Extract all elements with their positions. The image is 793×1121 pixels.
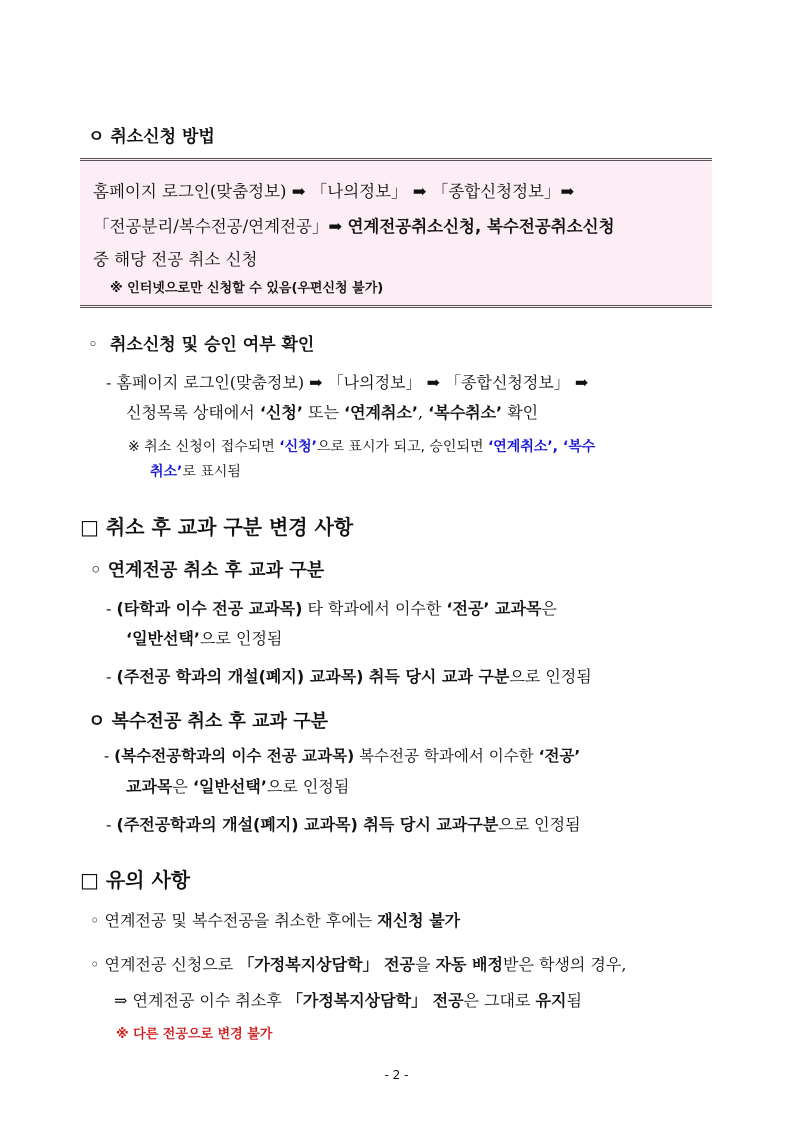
confirm-line-2 [126,400,538,423]
caution-note: ※ 다른 전공으로 변경 불가 [116,1027,273,1042]
linked-line-1-d: ‘전공’ 교과목 [446,599,542,618]
box-note: ※ 인터넷으로만 신청할 수 있음(우편신청 불가) [110,281,384,296]
confirm-line-1: - 홈페이지 로그인(맞춤정보) ➡ 「나의정보」 ➡ 「종합신청정보」 ➡ [106,373,589,392]
linked-line-1-b: (타학과 이수 전공 교과목) [116,599,303,618]
double-line-1-c: 복수전공 학과에서 이수한 [354,747,539,765]
caution-line-3-c: 은 그대로 [463,991,536,1010]
confirm-line-2-d: ‘연계취소’ [344,403,418,422]
confirm-line-2-b: ‘신청’ [259,403,303,422]
caution-line-3-a: ⇒ 연계전공 이수 취소후 [114,991,287,1010]
confirm-note-1-d: ‘연계취소’, ‘복수 [487,439,596,455]
caution-bullet-2-d: 자동 배정 [435,955,503,974]
double-line-3-b: (주전공학과의 개설(폐지) 교과목) 취득 당시 교과구분 [116,815,499,834]
caution-line-3-e: 됨 [566,991,582,1010]
caution-bullet-1 [90,908,460,931]
double-line-1-a: - [104,747,115,765]
confirm-title: 취소신청 및 승인 여부 확인 [110,335,315,355]
bullet: ◦ [88,335,99,355]
linked-line-2-b: 으로 인정됨 [199,629,283,648]
confirm-line-2-c: 또는 [302,403,344,422]
linked-line-2-a: ‘일반선택’ [126,629,200,648]
confirm-note-1-c: 으로 표시가 되고, 승인되면 [316,439,488,455]
double-line-3-a: - [106,815,117,834]
linked-line-1-c: 타 학과에서 이수한 [302,599,447,618]
double-line-2-d: 으로 인정됨 [266,777,350,796]
confirm-line-2-f: ‘복수취소’ [428,403,503,422]
page-number: - 2 - [384,1068,409,1082]
box-line-2-b: 연계전공취소신청, 복수전공취소신청 [347,217,615,236]
double-line-1 [104,744,580,766]
linked-line-3-b: (주전공 학과의 개설(폐지) 교과목) 취득 당시 교과 구분 [116,667,510,686]
double-line-1-b: (복수전공학과의 이수 전공 교과목) [114,747,355,765]
section-heading-change: □ 취소 후 교과 구분 변경 사항 [80,515,354,539]
caution-line-3 [114,988,582,1011]
confirm-note-1-b: ‘신청’ [279,439,317,455]
section-heading-caution: □ 유의 사항 [80,868,191,892]
caution-line-3-d: 유지 [535,991,567,1010]
section-title-confirm [88,330,314,355]
section-title-cancel-method: ㅇ 취소신청 방법 [88,127,215,147]
double-line-2-a: 교과목 [126,777,173,796]
box-line-3: 중 해당 전공 취소 신청 [93,250,258,269]
linked-line-3-a: - [106,667,117,686]
caution-bullet-2-c: 을 [415,955,436,974]
box-line-1: 홈페이지 로그인(맞춤정보) ➡ 「나의정보」 ➡ 「종합신청정보」➡ [93,182,575,201]
confirm-line-2-a: 신청목록 상태에서 [126,403,260,422]
double-line-3-c: 으로 인정됨 [498,815,581,834]
box-line-2 [93,213,615,237]
caution-bullet-1-a: ◦ 연계전공 및 복수전공을 취소한 후에는 [90,911,378,930]
linked-line-3 [106,664,592,687]
confirm-note-2 [150,461,241,481]
linked-line-3-c: 으로 인정됨 [509,667,592,686]
double-line-2-c: ‘일반선택’ [192,777,267,796]
caution-bullet-2-b: 「가정복지상담학」 전공 [238,955,416,974]
confirm-line-2-e: , [417,403,429,422]
confirm-note-2-a: 취소’ [150,464,183,480]
caution-line-3-b: 「가정복지상담학」 전공 [286,991,464,1010]
linked-line-1-e: 은 [541,599,557,618]
confirm-note-1 [128,436,595,456]
double-line-2-b: 은 [172,777,193,796]
linked-line-2 [126,626,282,649]
double-major-title: ㅇ 복수전공 취소 후 교과 구분 [88,711,328,732]
caution-bullet-1-b: 재신청 불가 [377,911,461,930]
linked-line-1 [106,596,557,619]
linked-line-1-a: - [106,599,117,618]
confirm-note-1-a: ※ 취소 신청이 접수되면 [128,439,280,455]
box-line-2-a: 「전공분리/복수전공/연계전공」➡ [93,217,348,236]
linked-major-title: ◦ 연계전공 취소 후 교과 구분 [90,560,325,581]
caution-bullet-2-a: ◦ 연계전공 신청으로 [90,955,239,974]
double-line-3 [106,812,581,835]
confirm-note-2-b: 로 표시됨 [182,464,241,480]
confirm-line-2-g: 확인 [502,403,539,422]
double-line-1-d: ‘전공’ [538,747,581,765]
caution-bullet-2-e: 받은 학생의 경우, [502,955,627,974]
double-line-2 [126,774,349,797]
caution-bullet-2 [90,952,626,975]
